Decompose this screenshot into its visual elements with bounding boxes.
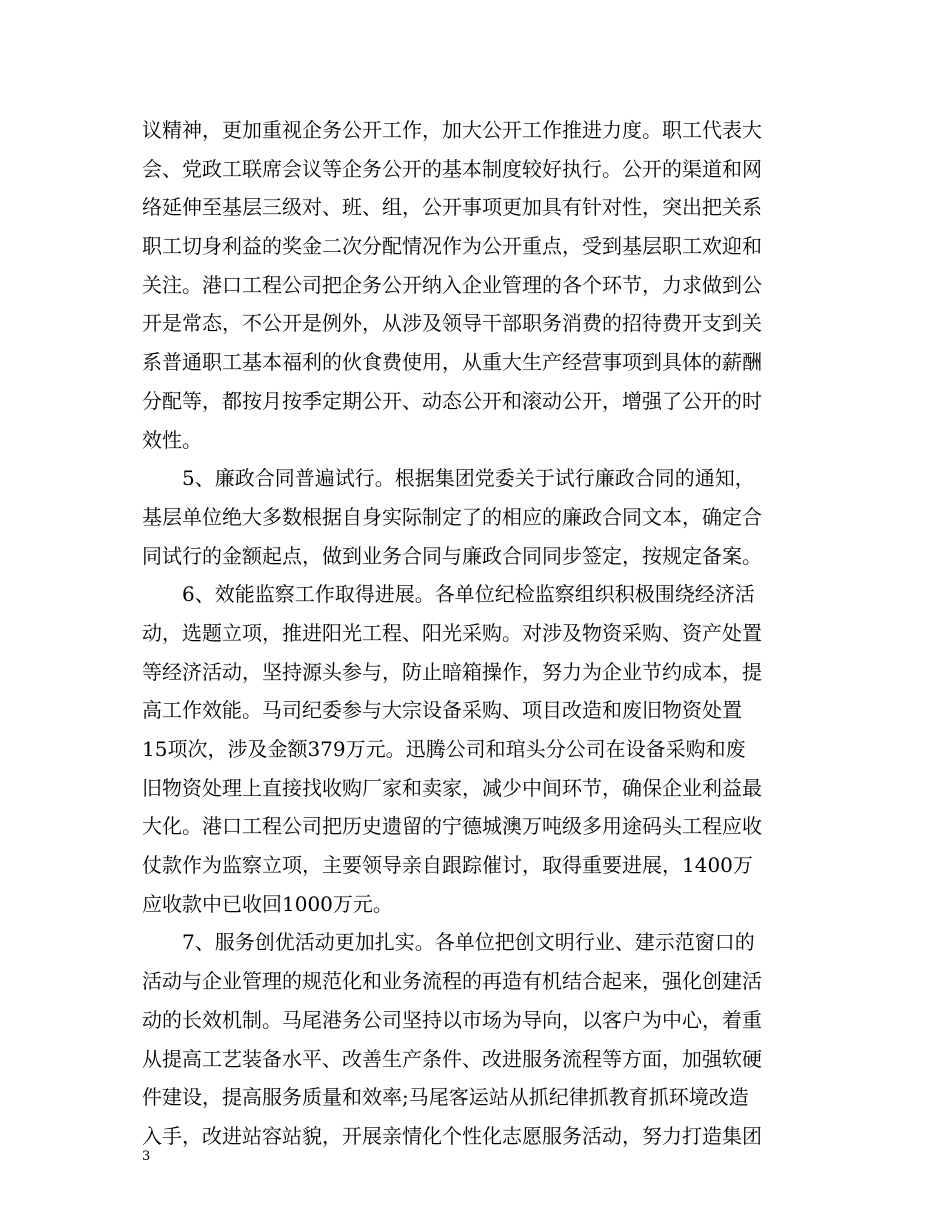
text-line: 议精神，更加重视企务公开工作，加大公开工作推进力度。职工代表大 bbox=[142, 118, 762, 142]
text-line: 开是常态，不公开是例外，从涉及领导干部职务消费的招待费开支到关 bbox=[142, 311, 762, 336]
paragraph-start-line: 5、廉政合同普遍试行。根据集团党委关于试行廉政合同的通知， bbox=[182, 466, 755, 491]
text-line: 动的长效机制。马尾港务公司坚持以市场为导向，以客户为中心，着重 bbox=[142, 1007, 762, 1032]
text-line: 件建设，提高服务质量和效率;马尾客运站从抓纪律抓教育抓环境改造 bbox=[142, 1085, 749, 1110]
text-line: 职工切身利益的奖金二次分配情况作为公开重点，受到基层职工欢迎和 bbox=[142, 234, 762, 259]
text-line: 从提高工艺装备水平、改善生产条件、改进服务流程等方面，加强软硬 bbox=[142, 1046, 762, 1071]
text-line: 入手，改进站容站貌，开展亲情化个性化志愿服务活动，努力打造集团 bbox=[142, 1123, 762, 1148]
text-line: 络延伸至基层三级对、班、组，公开事项更加具有针对性，突出把关系 bbox=[142, 195, 762, 220]
text-line: 等经济活动，坚持源头参与，防止暗箱操作，努力为企业节约成本，提 bbox=[142, 659, 762, 684]
paragraph-start-line: 6、效能监察工作取得进展。各单位纪检监察组织积极围绕经济活 bbox=[182, 582, 755, 607]
text-line: 旧物资处理上直接找收购厂家和卖家，减少中间环节，确保企业利益最 bbox=[142, 775, 762, 800]
paragraph-start-line: 7、服务创优活动更加扎实。各单位把创文明行业、建示范窗口的 bbox=[182, 930, 755, 955]
text-line: 会、党政工联席会议等企务公开的基本制度较好执行。公开的渠道和网 bbox=[142, 156, 762, 181]
text-line: 关注。港口工程公司把企务公开纳入企业管理的各个环节，力求做到公 bbox=[142, 272, 762, 297]
text-line: 大化。港口工程公司把历史遗留的宁德城澳万吨级多用途码头工程应收 bbox=[142, 814, 762, 839]
text-line: 系普通职工基本福利的伙食费使用，从重大生产经营事项到具体的薪酬 bbox=[142, 350, 762, 375]
text-line: 应收款中已收回1000万元。 bbox=[142, 891, 393, 916]
text-line: 基层单位绝大多数根据自身实际制定了的相应的廉政合同文本，确定合 bbox=[142, 504, 762, 529]
text-line: 动，选题立项，推进阳光工程、阳光采购。对涉及物资采购、资产处置 bbox=[142, 620, 762, 645]
body-text bbox=[142, 111, 812, 1156]
text-line: 高工作效能。马司纪委参与大宗设备采购、项目改造和废旧物资处置 bbox=[142, 698, 742, 723]
text-line: 分配等，都按月按季定期公开、动态公开和滚动公开，增强了公开的时 bbox=[142, 388, 762, 413]
text-line: 15项次，涉及金额379万元。迅腾公司和琯头分公司在设备采购和废 bbox=[142, 737, 746, 761]
text-line: 活动与企业管理的规范化和业务流程的再造有机结合起来，强化创建活 bbox=[142, 969, 762, 994]
text-line: 效性。 bbox=[142, 427, 202, 452]
page-number: 3 bbox=[142, 1149, 151, 1164]
text-line: 仗款作为监察立项，主要领导亲自跟踪催讨，取得重要进展，1400万 bbox=[142, 853, 753, 878]
text-line: 同试行的金额起点，做到业务合同与廉政合同同步签定，按规定备案。 bbox=[142, 543, 762, 568]
